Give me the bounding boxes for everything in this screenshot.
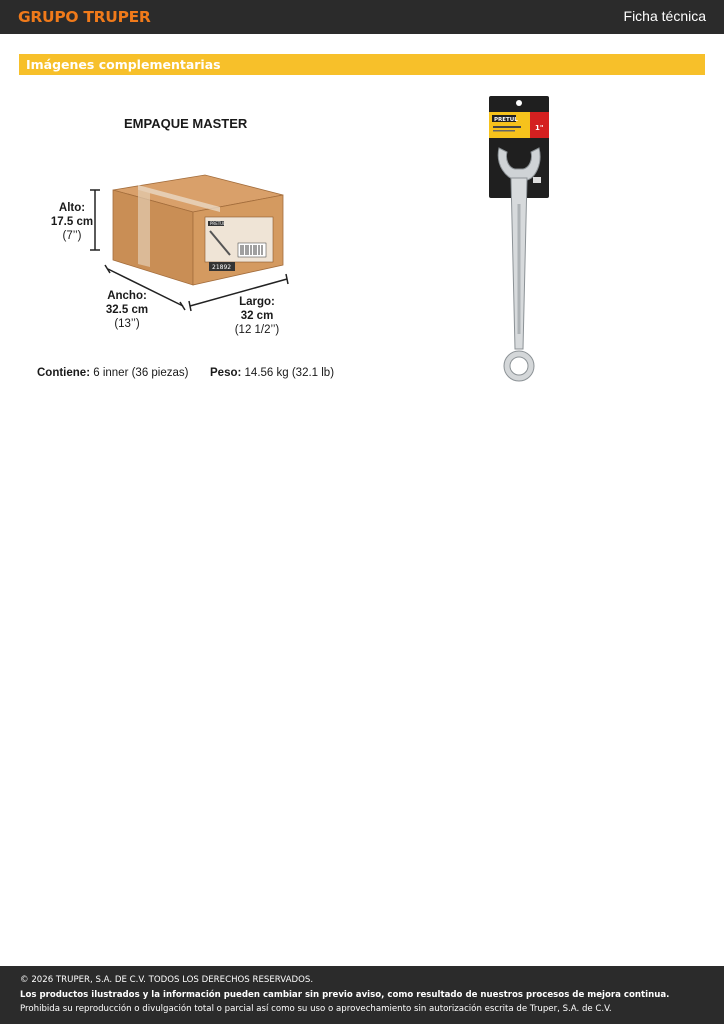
width-dimension <box>100 289 154 331</box>
contents-value: 6 inner (36 piezas) <box>93 367 189 379</box>
copyright-text: © 2026 TRUPER, S.A. DE C.V. TODOS LOS DERECHOS RESERVADOS. <box>20 975 314 985</box>
width-label: Ancho: <box>107 290 147 302</box>
contents-info <box>37 367 188 379</box>
document-type: Ficha técnica <box>623 8 706 24</box>
brand-logo: GRUPO TRUPER <box>18 8 151 26</box>
card-brand: PRETUL <box>494 117 518 123</box>
section-title: Imágenes complementarias <box>26 57 221 72</box>
card-size: 1" <box>535 124 544 132</box>
section-header <box>19 54 705 75</box>
box-brand: PRETUL <box>210 221 226 226</box>
length-dimension <box>226 295 288 337</box>
weight-label: Peso: <box>210 367 242 379</box>
width-value: 32.5 cm <box>105 304 149 316</box>
height-label: Alto: <box>58 202 86 214</box>
prohibition-text: Prohibida su reproducción o divulgación total o parcial así como su uso o aprovechamiento sin autorización escrita de Truper, S.A. de C.V. <box>20 1004 612 1014</box>
contents-label: Contiene: <box>37 367 91 379</box>
header-bar <box>0 0 724 34</box>
height-value: 17.5 cm <box>50 216 94 228</box>
height-dimension <box>48 201 96 243</box>
box-code: 21892 <box>212 264 232 271</box>
notice-text: Los productos ilustrados y la información pueden cambiar sin previo aviso, como resultado de nuestros procesos de mejora continua. <box>20 990 670 1000</box>
height-inches: (7’’) <box>62 230 82 242</box>
width-inches: (13’’) <box>114 318 140 330</box>
length-value: 32 cm <box>240 310 274 322</box>
weight-value: 14.56 kg (32.1 lb) <box>244 367 335 379</box>
footer <box>0 966 724 1024</box>
wrench-product-image <box>485 94 557 390</box>
weight-info <box>210 367 334 379</box>
length-inches: (12 1/2’’) <box>234 324 280 336</box>
package-title: EMPAQUE MASTER <box>124 116 248 131</box>
length-label: Largo: <box>239 296 275 308</box>
